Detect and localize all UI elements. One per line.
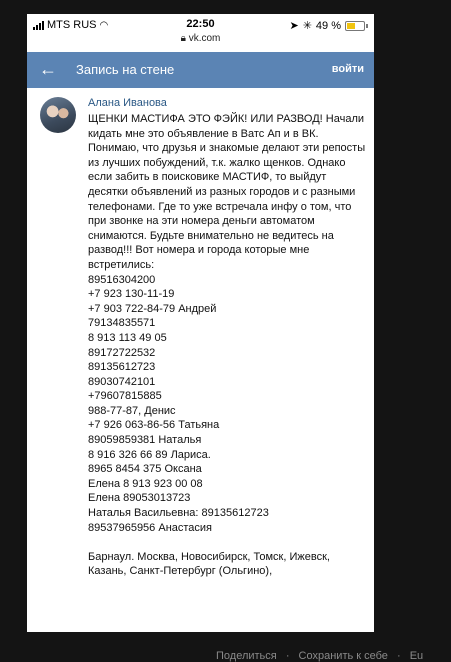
url-label[interactable] xyxy=(27,33,374,44)
phone-number-item: 8 913 113 49 05 xyxy=(88,331,167,344)
phone-number-item: Елена 8 913 923 00 08 xyxy=(88,477,203,490)
page-title: Запись на стене xyxy=(76,62,175,77)
status-bar xyxy=(27,14,374,52)
url-text: vk.com xyxy=(188,33,221,44)
phone-screen xyxy=(27,14,374,632)
phone-number-item: 8 916 326 66 89 Лариса. xyxy=(88,448,211,461)
phone-number-item: 89172722532 xyxy=(88,346,156,359)
bluetooth-icon: ✳ xyxy=(302,20,312,32)
phone-number-item: 89059859381 Наталья xyxy=(88,434,202,447)
battery-percent: 49 % xyxy=(315,19,341,32)
phone-number-item: 79134835571 xyxy=(88,317,156,330)
carrier-label: MTS RUS xyxy=(47,19,97,31)
post-text xyxy=(88,112,368,579)
phone-number-item: 8965 8454 375 Оксана xyxy=(88,463,202,476)
separator-dot: · xyxy=(396,650,401,662)
lock-icon: 🔒︎ xyxy=(180,33,186,44)
avatar[interactable] xyxy=(40,97,76,133)
battery-tip xyxy=(366,24,368,28)
share-link[interactable]: Поделиться xyxy=(216,650,277,662)
nav-bar xyxy=(27,52,374,88)
more-link[interactable]: Eu xyxy=(409,650,424,662)
post-paragraph: ЩЕНКИ МАСТИФА ЭТО ФЭЙК! ИЛИ РАЗВОД! Начали кидать мне это объявление в Ватс Ап и в ВК. Понимаю, что друзья и знакомые делают эти репосты из лучших побуждений, т.к. жалко щенков. Однако если забить в поисковике МАСТИФ, то выйдут десятки объявлений из разных городов и с разными телефонами. Где то уже встречала инфу о том, что при звонке на эти номера деньги автоматом снимаются. Будьте внимательно не ведитесь на развод!!! Вот номера и города которые мне встретились: xyxy=(88,113,366,271)
separator-dot: · xyxy=(285,650,290,662)
phone-number-item: +7 923 130-11-19 xyxy=(88,288,175,301)
cities-text: Барнаул. Москва, Новосибирск, Томск, Ижевск, Казань, Санкт-Петербург (Ольгино), xyxy=(88,550,330,578)
status-time: 22:50 xyxy=(186,18,215,30)
back-arrow-icon[interactable]: ← xyxy=(39,59,57,79)
author-name[interactable]: Алана Иванова xyxy=(88,97,167,109)
phone-number-item: 988-77-87, Денис xyxy=(88,404,176,417)
save-link[interactable]: Сохранить к себе xyxy=(298,650,388,662)
footer-actions xyxy=(216,650,429,662)
phone-number-item: 89030742101 xyxy=(88,375,156,388)
location-icon: ➤ xyxy=(289,20,299,32)
battery-fill xyxy=(347,23,355,29)
phone-number-item: 89537965956 Анастасия xyxy=(88,521,213,534)
phone-number-item: 89135612723 xyxy=(88,361,156,374)
phone-number-item: Наталья Васильевна: 89135612723 xyxy=(88,507,269,520)
status-right xyxy=(289,19,368,32)
phone-list xyxy=(88,273,368,536)
phone-number-item: +79607815885 xyxy=(88,390,162,403)
phone-number-item: Елена 89053013723 xyxy=(88,492,191,505)
battery-icon xyxy=(345,21,365,31)
phone-number-item: +7 926 063-86-56 Татьяна xyxy=(88,419,220,432)
phone-number-item: +7 903 722-84-79 Андрей xyxy=(88,302,217,315)
login-button[interactable]: войти xyxy=(331,63,364,75)
phone-number-item: 89516304200 xyxy=(88,273,156,286)
wifi-icon: ◠ xyxy=(99,19,109,31)
